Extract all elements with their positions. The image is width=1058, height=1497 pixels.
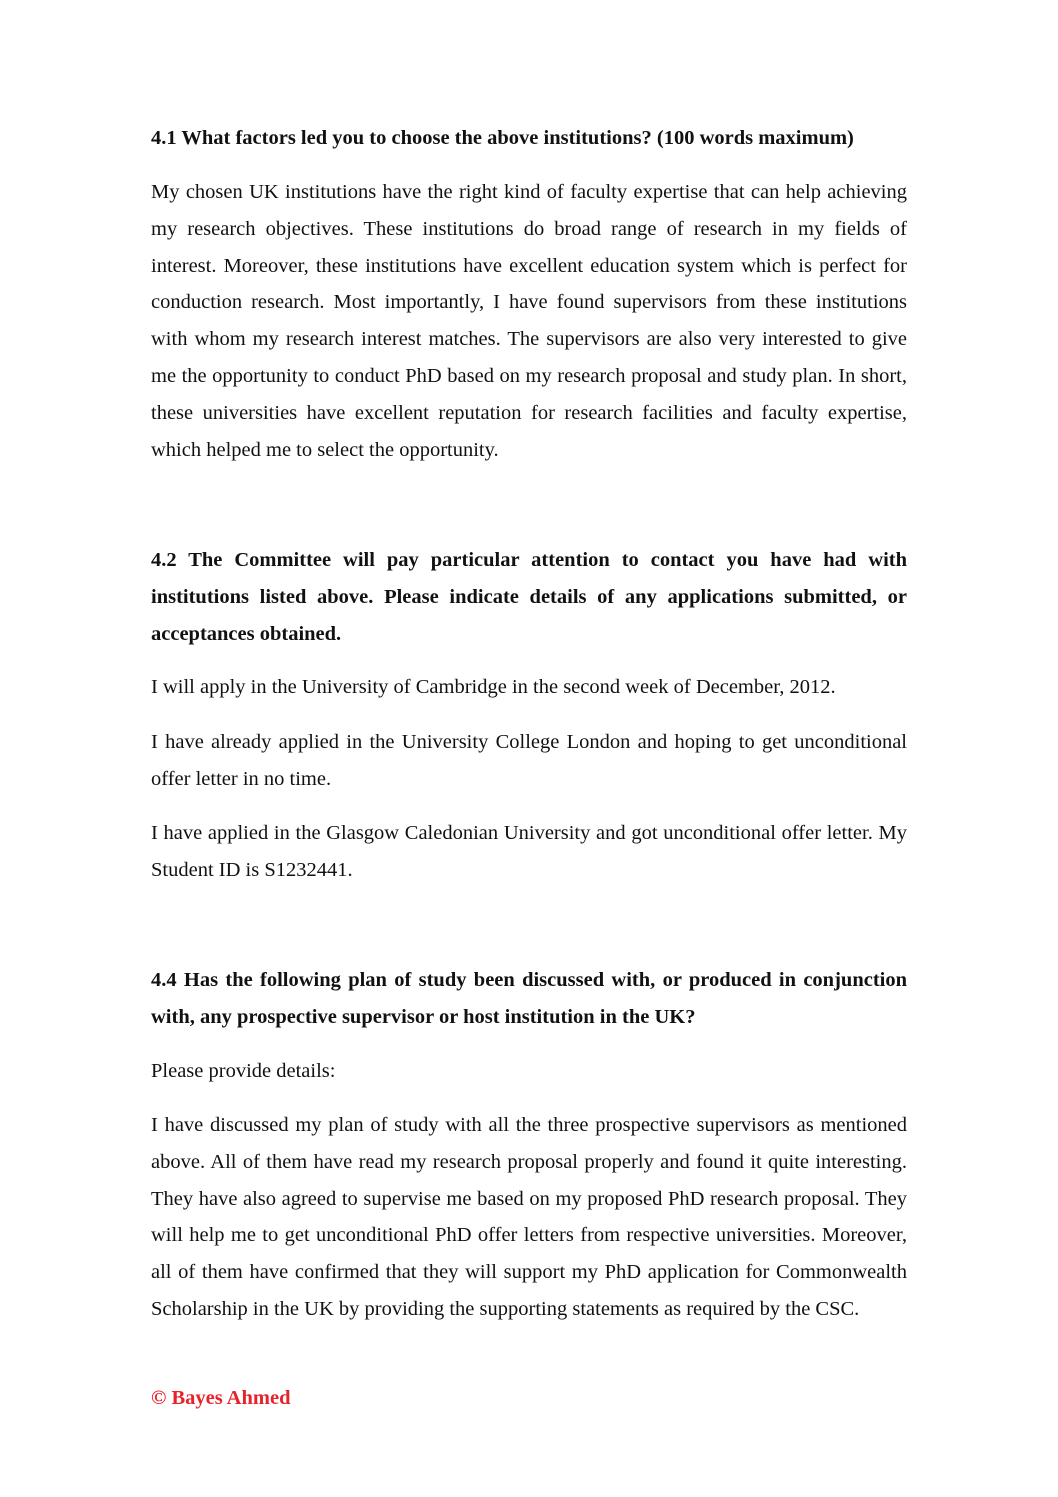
section-4-1-answer: My chosen UK institutions have the right kind of faculty expertise that can help achieving my research objectives. These institutions do broad range of research in my fields of interest. Moreover, these institutions have excellent education system which is perfect for conduction research. Most importantly, I have found supervisors from these institutions with whom my research interest matches. The supervisors are also very interested to give me the opportunity to conduct PhD based on my research proposal and study plan. In short, these universities have excellent reputation for research facilities and faculty expertise, which helped me to select the opportunity. <box>151 181 907 461</box>
section-4-2-answer-ucl: I have already applied in the University College London and hoping to get unconditional offer letter in no time. <box>151 731 907 790</box>
section-4-2-answer-cambridge: I will apply in the University of Cambridge in the second week of December, 2012. <box>151 676 836 698</box>
section-4-4-prompt: Please provide details: <box>151 1060 336 1082</box>
section-4-2-heading: 4.2 The Committee will pay particular attention to contact you have had with institutions listed above. Please indicate details of any applications submitted, or acceptances obtained. <box>151 549 907 645</box>
section-4-4-heading: 4.4 Has the following plan of study been discussed with, or produced in conjunction with, any prospective supervisor or host institution in the UK? <box>151 969 907 1028</box>
section-4-4-answer: I have discussed my plan of study with all the three prospective supervisors as mentioned above. All of them have read my research proposal properly and found it quite interesting. They have also agreed to supervise me based on my proposed PhD research proposal. They will help me to get unconditional PhD offer letters from respective universities. Moreover, all of them have confirmed that they will support my PhD application for Commonwealth Scholarship in the UK by providing the supporting statements as required by the CSC. <box>151 1114 907 1320</box>
section-4-1-heading: 4.1 What factors led you to choose the above institutions? (100 words maximum) <box>151 127 854 149</box>
section-4-2-answer-glasgow: I have applied in the Glasgow Caledonian University and got unconditional offer letter. My Student ID is S1232441. <box>151 822 907 881</box>
copyright-notice: © Bayes Ahmed <box>151 1387 291 1409</box>
